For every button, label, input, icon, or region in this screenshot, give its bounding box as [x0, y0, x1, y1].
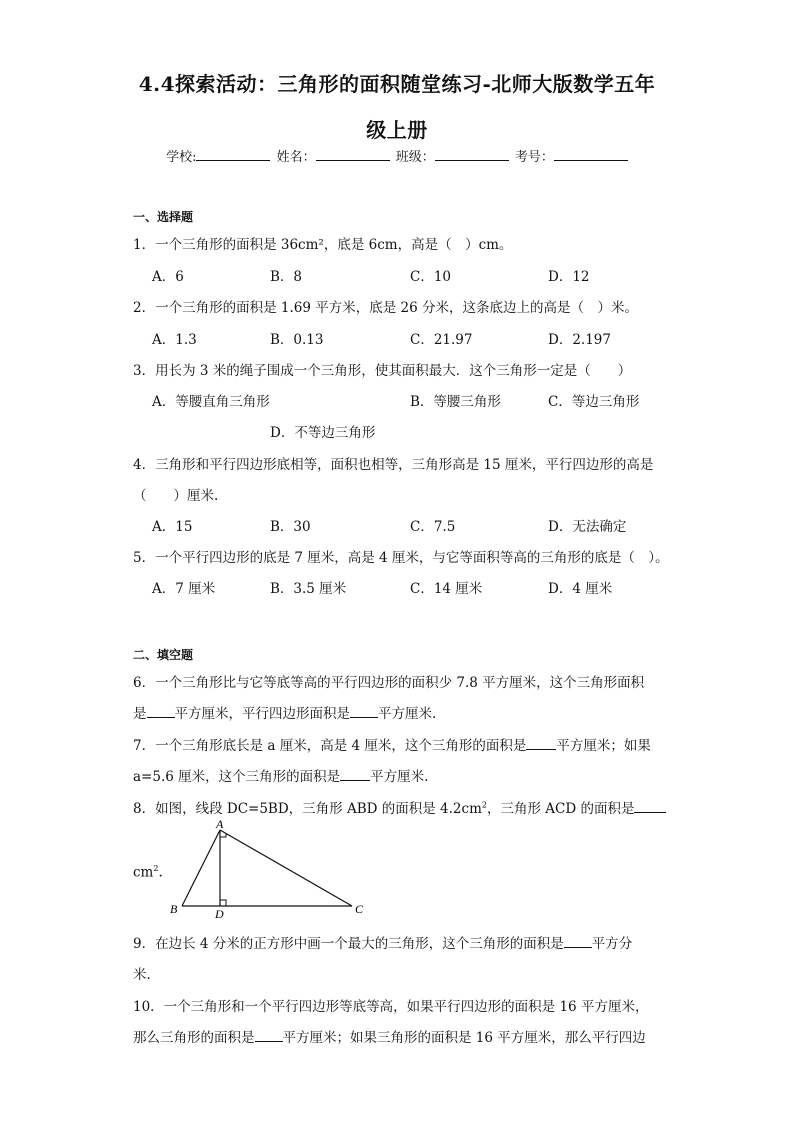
q10-text-a: 那么三角形的面积是: [133, 1030, 255, 1046]
q9-text-b: 平方分: [591, 936, 633, 952]
q8-unit: cm: [133, 864, 154, 881]
q3-option-c[interactable]: C．等边三角形: [548, 394, 640, 410]
question-9-line-1: [133, 932, 632, 952]
q7-text-b: 平方厘米；如果: [556, 738, 651, 754]
label-d: D: [215, 907, 224, 918]
q7-blank-1[interactable]: [526, 737, 556, 750]
q5-option-d[interactable]: D．4 厘米: [548, 581, 613, 597]
title-line-2: 级上册: [366, 118, 428, 142]
q6-blank-1[interactable]: [147, 705, 175, 718]
q4-option-b[interactable]: B．30: [270, 519, 311, 535]
q6-text-c: 平方厘米.: [378, 706, 437, 722]
q3-option-d[interactable]: D．不等边三角形: [270, 425, 376, 441]
q8-unit-superscript: 2: [153, 864, 159, 873]
q1-option-d[interactable]: D．12: [548, 269, 590, 285]
q1-option-b[interactable]: B．8: [270, 269, 303, 285]
exam-no-label: 考号：: [514, 150, 554, 165]
edge-ac: [220, 830, 352, 906]
edge-ab: [182, 830, 220, 906]
right-angle-mark-d: [220, 900, 226, 906]
q3-option-a[interactable]: A．等腰直角三角形: [152, 394, 270, 410]
q2-option-b[interactable]: B．0.13: [270, 332, 324, 348]
section-heading-fill: 二、填空题: [133, 648, 194, 662]
question-2: 2．一个三角形的面积是 1.69 平方米，底是 26 分米，这条底边上的高是（ ）米。: [133, 300, 638, 316]
q7-text-d: 平方厘米.: [370, 769, 429, 785]
q8-blank[interactable]: [634, 800, 666, 813]
question-6-line-1: 6．一个三角形比与它等底等高的平行四边形的面积少 7.8 平方厘米，这个三角形面积: [133, 675, 645, 691]
question-1: 1．一个三角形的面积是 36cm²，底是 6cm，高是（ ）cm。: [133, 237, 513, 253]
q5-option-a[interactable]: A．7 厘米: [152, 581, 216, 597]
q6-text-a: 是: [133, 706, 147, 722]
q4-option-d[interactable]: D．无法确定: [548, 519, 627, 535]
q8-superscript: 2: [481, 800, 487, 810]
school-label: 学校:: [166, 150, 197, 165]
q4-option-a[interactable]: A．15: [152, 519, 193, 535]
q8-text-a: 8．如图，线段 DC=5BD，三角形 ABD 的面积是 4.2cm: [133, 801, 482, 817]
title-line-1: 4.4探索活动：三角形的面积随堂练习-北师大版数学五年: [138, 72, 656, 96]
q9-text-a: 9．在边长 4 分米的正方形中画一个最大的三角形，这个三角形的面积是: [133, 936, 564, 952]
question-3: 3．用长为 3 米的绳子围成一个三角形，使其面积最大．这个三角形一定是（ ）: [133, 363, 632, 379]
name-label: 姓名：: [276, 150, 316, 165]
q8-text-b: ，三角形 ACD 的面积是: [486, 801, 635, 817]
q7-blank-2[interactable]: [340, 768, 370, 781]
q10-blank-1[interactable]: [255, 1029, 283, 1042]
class-label: 班级：: [395, 150, 435, 165]
class-blank[interactable]: [435, 148, 509, 161]
q6-blank-2[interactable]: [350, 705, 378, 718]
q6-text-b: 平方厘米，平行四边形面积是: [174, 706, 350, 722]
school-blank[interactable]: [196, 148, 270, 161]
q9-blank[interactable]: [564, 935, 592, 948]
question-8-line-1: [133, 797, 666, 817]
question-6-line-2: [133, 702, 436, 722]
q2-option-d[interactable]: D．2.197: [548, 332, 611, 348]
label-b: B: [170, 902, 178, 916]
question-10-line-1: 10．一个三角形和一个平行四边形等底等高，如果平行四边形的面积是 16 平方厘米，: [133, 999, 649, 1015]
q2-option-c[interactable]: C．21.97: [410, 332, 473, 348]
question-10-line-2: [133, 1026, 646, 1046]
triangle-figure: [160, 818, 380, 918]
q3-option-b[interactable]: B．等腰三角形: [410, 394, 501, 410]
q10-text-b: 平方厘米；如果三角形的面积是 16 平方厘米，那么平行四边: [282, 1030, 646, 1046]
q7-text-c: a=5.6 厘米，这个三角形的面积是: [133, 769, 341, 785]
q5-option-c[interactable]: C．14 厘米: [410, 581, 483, 597]
label-c: C: [355, 902, 364, 916]
q7-text-a: 7．一个三角形底长是 a 厘米，高是 4 厘米，这个三角形的面积是: [133, 738, 527, 754]
question-4-line-2: （ ）厘米.: [133, 488, 219, 504]
name-blank[interactable]: [316, 148, 390, 161]
q1-option-a[interactable]: A．6: [152, 269, 184, 285]
question-8-line-2: $cm^2$.: [133, 864, 163, 881]
exam-no-blank[interactable]: [554, 148, 628, 161]
right-angle-mark-a: [220, 834, 226, 837]
question-7-line-1: [133, 734, 651, 754]
q5-option-b[interactable]: B．3.5 厘米: [270, 581, 347, 597]
question-9-line-2: 米.: [133, 967, 151, 983]
q1-option-c[interactable]: C．10: [410, 269, 452, 285]
question-7-line-2: [133, 765, 428, 785]
student-info-row: [0, 146, 794, 165]
label-a: A: [216, 818, 224, 831]
q2-option-a[interactable]: A．1.3: [152, 332, 197, 348]
question-5: 5．一个平行四边形的底是 7 厘米，高是 4 厘米，与它等面积等高的三角形的底是（ ）。: [133, 550, 669, 566]
section-heading-choice: 一、选择题: [133, 210, 194, 224]
question-4-line-1: 4．三角形和平行四边形底相等，面积也相等，三角形高是 15 厘米，平行四边形的高是: [133, 457, 654, 473]
q4-option-c[interactable]: C．7.5: [410, 519, 456, 535]
